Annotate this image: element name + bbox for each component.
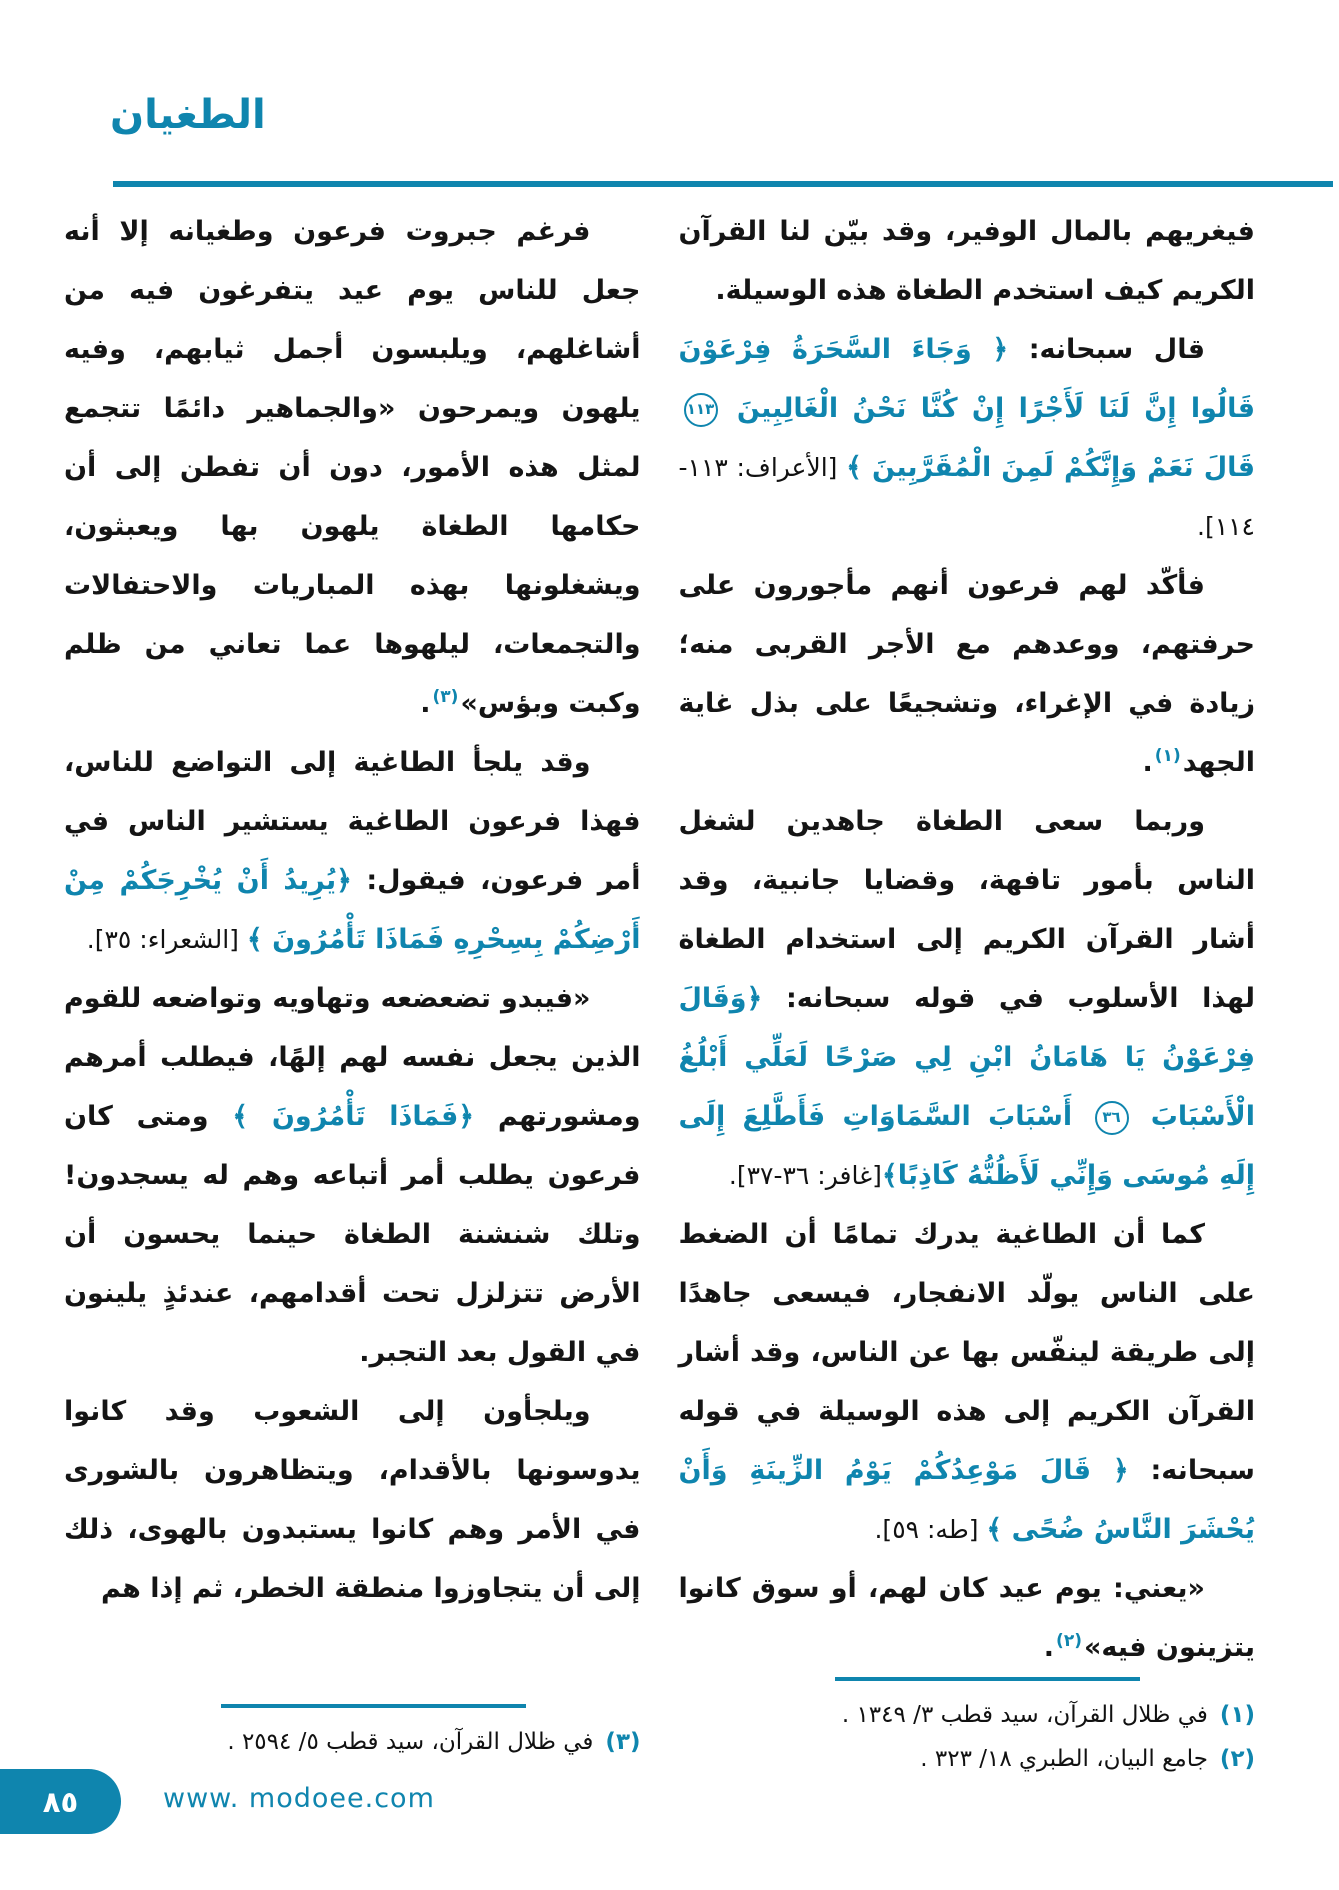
quran-verse: ﴿يُرِيدُ أَنْ يُخْرِجَكُمْ مِنْ أَرْضِكُمْ بِسِحْرِهِ فَمَاذَا تَأْمُرُونَ ﴾ <box>64 865 641 955</box>
footnote-ref: (٢) <box>1056 1631 1082 1651</box>
body-text: . <box>420 688 431 719</box>
paragraph <box>679 320 1256 556</box>
footnote-number: (٢) <box>1219 1746 1255 1772</box>
paragraph <box>679 202 1256 320</box>
quran-verse: أَسْبَابَ السَّمَاوَاتِ فَأَطَّلِعَ إِلَى إِلَهِ مُوسَى وَإِنِّي لَأَظُنُّهُ كَاذِبًا﴾ <box>678 1101 1255 1191</box>
header-divider <box>113 181 1333 187</box>
verse-source: [الأعراف: ١١٣- ١١٤]. <box>678 453 1255 541</box>
ayah-number-badge: ٣٦ <box>1095 1101 1129 1135</box>
two-column-text <box>64 202 1255 1772</box>
footnote-number: (١) <box>1219 1702 1255 1728</box>
footnotes <box>64 1704 641 1764</box>
column-right <box>678 202 1256 1772</box>
body-text: . <box>1142 747 1153 778</box>
verse-source: [غافر: ٣٦-٣٧]. <box>728 1161 882 1190</box>
paragraph <box>64 202 641 733</box>
body-text: ويلجأون إلى الشعوب وقد كانوا يدوسونها بالأقدام، ويتظاهرون بالشورى في الأمر وهم كانوا يستبدون بالهوى، ذلك إلى أن يتجاوزوا منطقة الخطر، ثم إذا هم <box>64 1396 641 1604</box>
website-text: www. modoee.com <box>163 1783 435 1814</box>
body-text: «فيبدو تضعضعه وتهاويه وتواضعه للقوم الذين يجعل نفسه لهم إلهًا، فيطلب أمرهم ومشورتهم <box>64 983 641 1132</box>
column-text <box>679 202 1256 1677</box>
footnote-number: (٣) <box>605 1729 641 1755</box>
paragraph <box>679 1559 1256 1677</box>
paragraph <box>64 969 641 1382</box>
column-left <box>64 202 641 1764</box>
body-text: وقد يلجأ الطاغية إلى التواضع للناس، فهذا فرعون الطاغية يستشير الناس في أمر فرعون، فيقول: <box>64 747 641 896</box>
body-text: فيغريهم بالمال الوفير، وقد بيّن لنا القرآن الكريم كيف استخدم الطغاة هذه الوسيلة. <box>678 216 1255 306</box>
footnote-divider <box>221 1704 526 1708</box>
footnotes <box>679 1677 1256 1781</box>
paragraph <box>679 556 1256 792</box>
quran-verse: ﴿ وَجَاءَ السَّحَرَةُ فِرْعَوْنَ قَالُوا إِنَّ لَنَا لَأَجْرًا إِنْ كُنَّا نَحْنُ الْغَالِبِينَ <box>678 334 1255 424</box>
page-title: الطغيان <box>110 92 266 138</box>
body-text: فأكّد لهم فرعون أنهم مأجورون على حرفتهم، ووعدهم مع الأجر القربى منه؛ زيادة في الإغراء، وتشجيعًا على بذل غاية الجهد <box>678 570 1255 778</box>
page-number-badge <box>0 1769 121 1834</box>
paragraph <box>64 1382 641 1618</box>
quran-verse: ﴿ قَالَ مَوْعِدُكُمْ يَوْمُ الزِّينَةِ وَأَنْ يُحْشَرَ النَّاسُ ضُحًى ﴾ <box>678 1455 1255 1545</box>
body-text: كما أن الطاغية يدرك تمامًا أن الضغط على الناس يولّد الانفجار، فيسعى جاهدًا إلى طريقة لينفّس بها عن الناس، وقد أشار القرآن الكريم إلى هذه الوسيلة في قوله سبحانه: <box>678 1219 1255 1486</box>
body-text: ومتى كان فرعون يطلب أمر أتباعه وهم له يسجدون! وتلك شنشنة الطغاة حينما يحسون أن الأرض تتزلزل تحت أقدامهم، عندئذٍ يلينون في القول بعد التجبر. <box>64 1101 641 1368</box>
column-text <box>64 202 641 1618</box>
footnote <box>64 1720 641 1764</box>
footnote <box>679 1693 1256 1737</box>
page-number: ٨٥ <box>42 1784 79 1819</box>
body-text: قال سبحانه: <box>1008 334 1206 365</box>
verse-source: [الشعراء: ٣٥]. <box>86 925 247 954</box>
footnote-text: جامع البيان، الطبري ١٨/ ٣٢٣ . <box>920 1746 1208 1772</box>
body-text: فرغم جبروت فرعون وطغيانه إلا أنه جعل للناس يوم عيد يتفرغون فيه من أشاغلهم، ويلبسون أجمل ثيابهم، وفيه يلهون ويمرحون «والجماهير دائمًا تتجمع لمثل هذه الأمور، دون أن تفطن إلى أن حكامها الطغاة يلهون بها ويعبثون، ويشغلونها بهذه المباريات والاحتفالات والتجمعات، ليلهوها عما تعاني من ظلم وكبت وبؤس» <box>64 216 641 719</box>
paragraph <box>64 733 641 969</box>
footnote-ref: (٣) <box>432 687 459 707</box>
paragraph <box>679 1205 1256 1559</box>
verse-source: [طه: ٥٩]. <box>874 1515 987 1544</box>
quran-verse: ﴿فَمَاذَا تَأْمُرُونَ ﴾ <box>232 1101 475 1132</box>
footnote-text: في ظلال القرآن، سيد قطب ٥/ ٢٥٩٤ . <box>227 1729 594 1755</box>
ayah-number-badge: ١١٣ <box>684 393 718 427</box>
body-text: . <box>1043 1632 1055 1663</box>
footnote-divider <box>835 1677 1140 1681</box>
quran-verse: قَالَ نَعَمْ وَإِنَّكُمْ لَمِنَ الْمُقَرَّبِينَ ﴾ <box>846 452 1255 483</box>
body-text: وربما سعى الطغاة جاهدين لشغل الناس بأمور تافهة، وقضايا جانبية، وقد أشار القرآن الكريم إلى استخدام الطغاة لهذا الأسلوب في قوله سبحانه: <box>678 806 1255 1014</box>
footnote <box>679 1737 1256 1781</box>
footnote-text: في ظلال القرآن، سيد قطب ٣/ ١٣٤٩ . <box>841 1702 1208 1728</box>
quran-verse: ﴿وَقَالَ فِرْعَوْنُ يَا هَامَانُ ابْنِ لِي صَرْحًا لَعَلِّي أَبْلُغُ الْأَسْبَابَ <box>678 983 1255 1132</box>
footnote-ref: (١) <box>1154 746 1181 766</box>
body-text: «يعني: يوم عيد كان لهم، أو سوق كانوا يتزينون فيه» <box>678 1573 1255 1663</box>
paragraph <box>679 792 1256 1205</box>
